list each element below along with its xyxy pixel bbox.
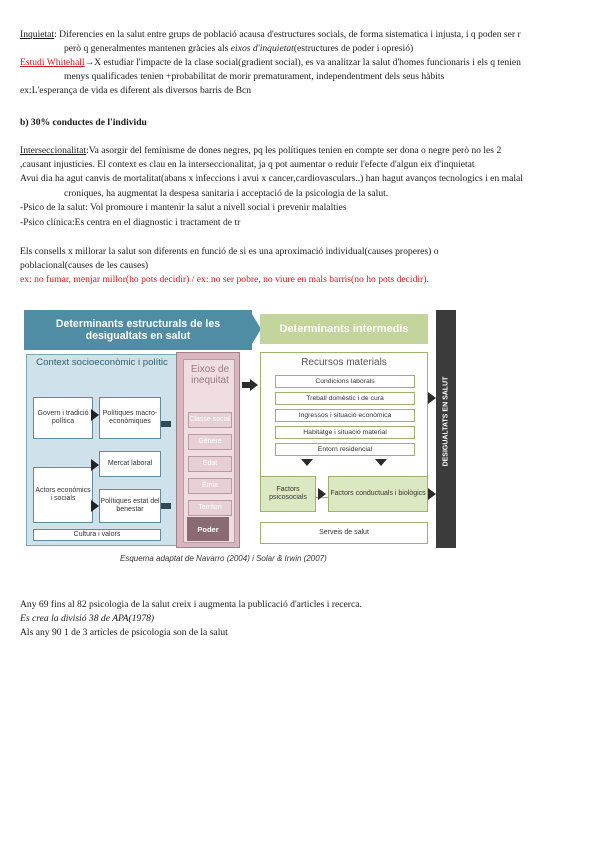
psico-salut-line: -Psico de la salut: Vol promoure i mantenir la salut a nivell social i prevenir malalties xyxy=(20,202,347,213)
arrow-down-2 xyxy=(375,459,387,466)
arrow-stub-2 xyxy=(161,503,171,509)
whitehall-line-2: menys qualificades tenien +probabilitat de morir prematurament, independentment dels seus hàbits xyxy=(64,71,445,82)
rec-habitatge: Habitatge i situació material xyxy=(275,426,415,439)
eixos-title: Eixos de inequitat xyxy=(190,364,230,386)
context-title: Context socioeconòmic i polític xyxy=(36,357,168,368)
arrow-to-desig-1 xyxy=(428,392,436,404)
factors-psico-box: Factors psicosocials xyxy=(260,476,316,512)
arrow-actors xyxy=(91,500,99,512)
intersec-line-2: ,causant injustícies. El context es clau en la interseccionalitat, ja q pot aumentar o reduir l'efecte d'algun eix d'inquietat xyxy=(20,159,475,170)
eix-territori: Territori xyxy=(188,500,232,516)
arrow-govern xyxy=(91,409,99,421)
intersec-line-1 xyxy=(20,145,501,157)
psico-clinica-line: -Psico clínica:Es centra en el diagnostic i tractament de tr xyxy=(20,217,241,228)
arrow-psico-conduct xyxy=(318,488,326,500)
arrow-mercat xyxy=(91,459,99,471)
inquietat-line-2 xyxy=(64,43,413,55)
history-line-3: Als any 90 1 de 3 articles de psicologia son de la salut xyxy=(20,627,228,638)
recursos-title: Recursos materials xyxy=(301,357,387,368)
eix-genere: Gènere xyxy=(188,434,232,450)
eix-classe: Classe social xyxy=(188,412,232,428)
inquietat-definition: : Diferencies en la salut entre grups de població acausa d'estructures socials, de forma sistematica i injusta, i q poden ser r xyxy=(54,29,521,40)
text-span: (estructures de poder i opresió) xyxy=(293,43,414,54)
rec-ingressos: Ingressos i situació econòmica xyxy=(275,409,415,422)
text-span: però q generalmentes mantenen gràcies als xyxy=(64,43,231,54)
poder-box: Poder xyxy=(187,517,229,541)
factors-conduct-box: Factors conductuals i biològics xyxy=(328,476,428,512)
mortalitat-line-1: Avui dia ha agut canvis de mortalitat(abans x infeccions i avui x cancer,cardiovasculars..) han hagut avanços tecnologics i en malal xyxy=(20,173,523,184)
consells-example: ex: no fumar, menjar millor(ho pots decidir) / ex: no ser pobre, no viure en mals barris(no ho pots decidir). xyxy=(20,274,429,285)
rec-treball: Treball domèstic i de cura xyxy=(275,392,415,405)
eix-edat: Edat xyxy=(188,456,232,472)
bcn-example: ex:L'esperança de vida es diferent als diversos barris de Bcn xyxy=(20,85,252,96)
inquietat-line-1 xyxy=(20,29,521,41)
consells-line-1: Els consells x millorar la salut son diferents en funció de si es una aproximació individual(causes properes) o xyxy=(20,246,439,257)
eixos-inner xyxy=(183,359,235,543)
arrow-to-recursos xyxy=(250,379,258,391)
arrow-to-desig-2 xyxy=(428,488,436,500)
inquietat-term: Inquietat xyxy=(20,29,55,40)
eixos-italic: eixos d'inquietat xyxy=(230,43,294,54)
rec-condicions: Condicions laborals xyxy=(275,375,415,388)
govern-box: Govern i tradició política xyxy=(33,397,93,439)
politiques-macro-box: Polítiques macro-econòmiques xyxy=(99,397,161,439)
eix-etnia: Ètnia xyxy=(188,478,232,494)
whitehall-line-1 xyxy=(20,57,521,69)
determinants-diagram xyxy=(24,310,450,552)
history-line-1: Any 69 fins al 82 psicologia de la salut creix i augmenta la publicació d'articles i recerca. xyxy=(20,599,362,610)
rec-entorn: Entorn residencial xyxy=(275,443,415,456)
politiques-estat-box: Polítiques estat del benestar xyxy=(99,489,161,523)
text-span: :Va asorgir del feminisme de dones negres, pq les polítiques tenien en compte ser dona o negre però no les 2 xyxy=(86,145,502,156)
whitehall-term: Estudi Whitehall xyxy=(20,57,85,68)
consells-line-2: poblacional(causes de les causes) xyxy=(20,260,149,271)
eixos-panel xyxy=(176,352,240,548)
actors-box: Actors econòmics i socials xyxy=(33,467,93,523)
arrow-stub-1 xyxy=(161,421,171,427)
history-line-2: Es crea la divisió 38 de APA(1978) xyxy=(20,613,155,624)
desigualtats-label: DESIGUALTATS EN SALUT xyxy=(442,376,450,467)
desigualtats-bar xyxy=(436,310,456,548)
intersec-term: Interseccionalitat xyxy=(20,145,87,156)
header-structural: Determinants estructurals de les desigualtats en salut xyxy=(24,310,252,350)
figure-caption: Esquema adaptat de Navarro (2004) i Solar & Irwin (2007) xyxy=(120,554,327,563)
cultura-box: Cultura i valors xyxy=(33,529,161,541)
context-panel xyxy=(26,354,178,546)
mercat-box: Mercat laboral xyxy=(99,451,161,477)
arrow-down-1 xyxy=(301,459,313,466)
serveis-box: Serveis de salut xyxy=(260,522,428,544)
text-span: →X estudiar l'impacte de la clase social(gradient social), es va analitzar la salut d'homes funcionaris i els q tenien xyxy=(84,57,521,68)
mortalitat-line-2: croniques, ha augmentat la despesa sanitaria i acceptació de la psicologia de la salut. xyxy=(64,188,389,199)
header-intermediate: Determinants intermedis xyxy=(260,314,428,344)
section-b-heading: b) 30% conductes de l'individu xyxy=(20,117,147,128)
